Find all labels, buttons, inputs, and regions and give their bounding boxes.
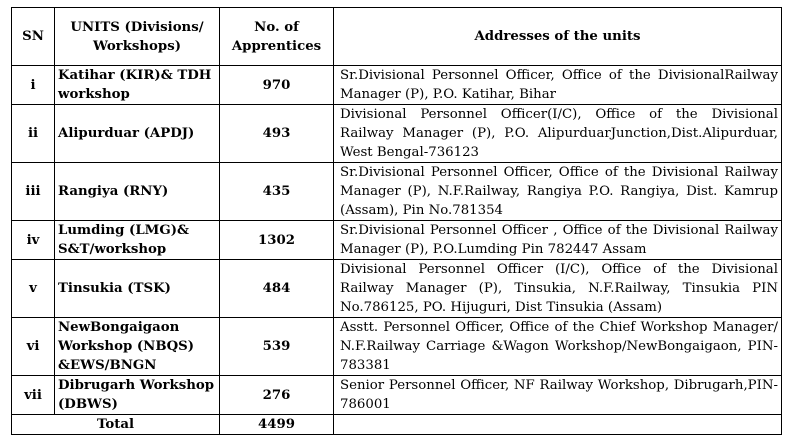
row-address: Divisional Personnel Officer(I/C), Office of the Divisional Railway Manager (P), P.O. AlipurduarJunction,Dist.Alipurduar, West Bengal-736123: [334, 105, 782, 163]
row-count: 493: [220, 105, 334, 163]
row-count: 539: [220, 318, 334, 376]
row-count: 1302: [220, 221, 334, 260]
row-sn: iv: [12, 221, 55, 260]
total-row: [12, 415, 782, 435]
row-sn: iii: [12, 163, 55, 221]
row-unit: Dibrugarh Workshop (DBWS): [55, 376, 220, 415]
table-row: [12, 221, 782, 260]
total-label: Total: [12, 415, 220, 435]
table-row: [12, 163, 782, 221]
header-units: UNITS (Divisions/ Workshops): [55, 8, 220, 66]
table-row: [12, 105, 782, 163]
header-addresses: Addresses of the units: [334, 8, 782, 66]
row-address: Senior Personnel Officer, NF Railway Workshop, Dibrugarh,PIN-786001: [334, 376, 782, 415]
row-count: 435: [220, 163, 334, 221]
total-address: [334, 415, 782, 435]
table-row: [12, 66, 782, 105]
row-unit: Katihar (KIR)& TDH workshop: [55, 66, 220, 105]
row-sn: i: [12, 66, 55, 105]
row-count: 970: [220, 66, 334, 105]
table-row: [12, 318, 782, 376]
row-address: Divisional Personnel Officer (I/C), Office of the Divisional Railway Manager (P), Tinsukia, N.F.Railway, Tinsukia PIN No.786125, PO. Hijuguri, Dist Tinsukia (Assam): [334, 260, 782, 318]
header-sn: SN: [12, 8, 55, 66]
row-unit: Rangiya (RNY): [55, 163, 220, 221]
row-unit: Alipurduar (APDJ): [55, 105, 220, 163]
table-row: [12, 376, 782, 415]
apprentice-units-table: [11, 7, 782, 435]
total-count: 4499: [220, 415, 334, 435]
row-count: 276: [220, 376, 334, 415]
row-address: Asstt. Personnel Officer, Office of the Chief Workshop Manager/ N.F.Railway Carriage &Wagon Workshop/NewBongaigaon, PIN- 783381: [334, 318, 782, 376]
row-address: Sr.Divisional Personnel Officer, Office of the DivisionalRailway Manager (P), P.O. Katihar, Bihar: [334, 66, 782, 105]
row-unit: Tinsukia (TSK): [55, 260, 220, 318]
table-row: [12, 260, 782, 318]
row-unit: Lumding (LMG)& S&T/workshop: [55, 221, 220, 260]
header-apprentices: No. of Apprentices: [220, 8, 334, 66]
row-sn: ii: [12, 105, 55, 163]
row-address: Sr.Divisional Personnel Officer, Office of the Divisional Railway Manager (P), N.F.Railway, Rangiya P.O. Rangiya, Dist. Kamrup (Assam), Pin No.781354: [334, 163, 782, 221]
table-header-row: [12, 8, 782, 66]
row-count: 484: [220, 260, 334, 318]
row-unit: NewBongaigaon Workshop (NBQS) &EWS/BNGN: [55, 318, 220, 376]
row-sn: vii: [12, 376, 55, 415]
row-address: Sr.Divisional Personnel Officer , Office of the Divisional Railway Manager (P), P.O.Lumding Pin 782447 Assam: [334, 221, 782, 260]
row-sn: vi: [12, 318, 55, 376]
row-sn: v: [12, 260, 55, 318]
